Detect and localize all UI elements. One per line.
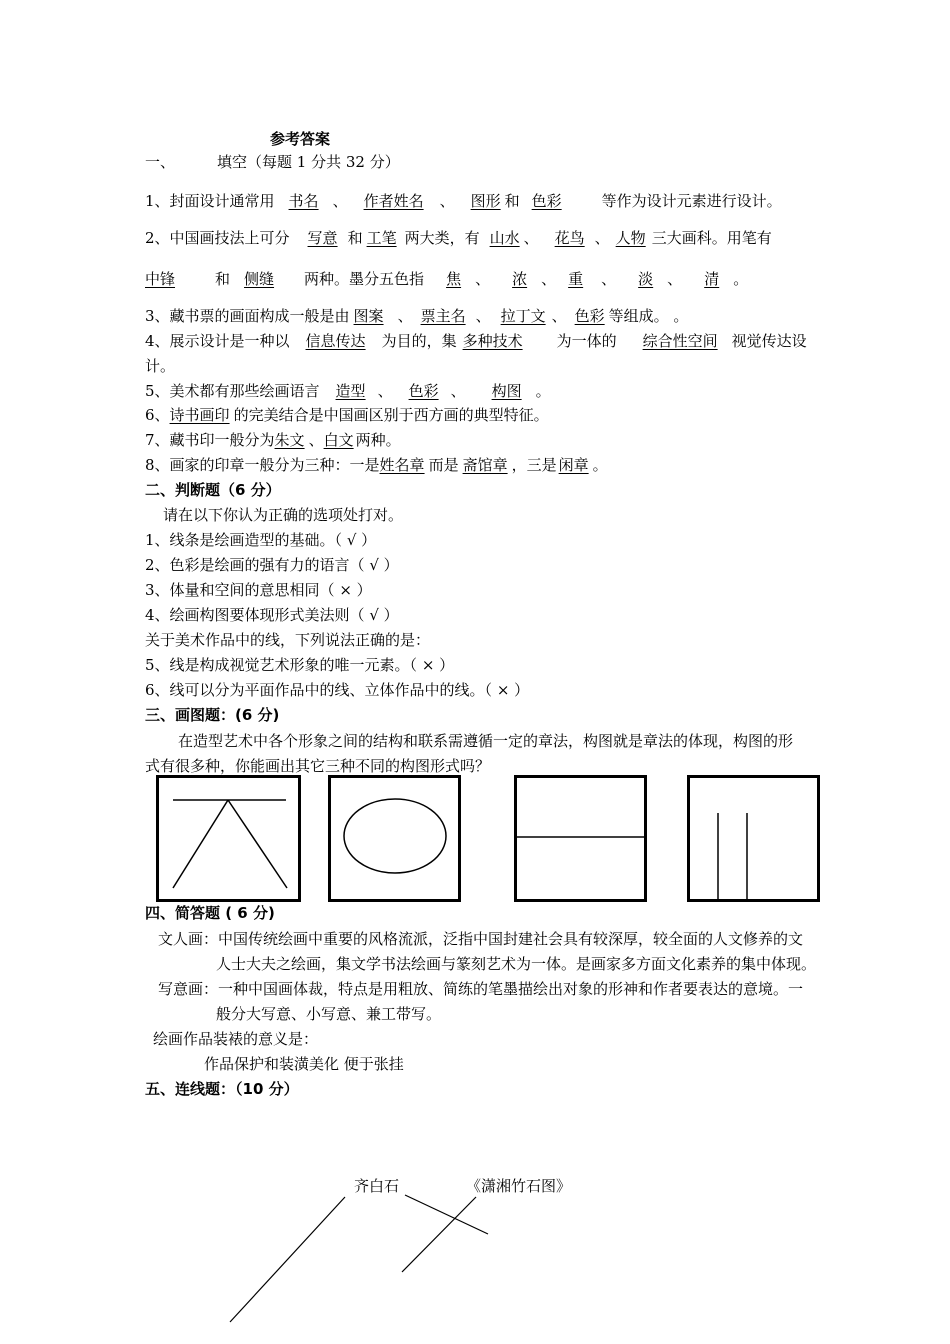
- judge-item-2: 2、色彩是绘画的强有力的语言（ √ ）: [145, 556, 399, 574]
- answer-mounting: 作品保护和装潢美化 便于张挂: [204, 1055, 404, 1073]
- judge-item-4: 4、绘画构图要体现形式美法则（ √ ）: [145, 606, 399, 624]
- judge-item-6: 6、线可以分为平面作品中的线、立体作品中的线。（ × ）: [145, 681, 530, 699]
- fill-q2-line1: 2、中国画技法上可分 写意 和 工笔 两大类，有 山水 、 花鸟 、 人物 三大画科。用笔有: [145, 229, 772, 247]
- answer-mounting-question: 绘画作品装裱的意义是：: [153, 1030, 319, 1048]
- section4-heading: 四、简答题 ( 6 分): [145, 904, 275, 922]
- section1-heading: 一、 填空（每题 1 分共 32 分）: [145, 153, 400, 171]
- match-right-painting: 《潇湘竹石图》: [466, 1177, 572, 1195]
- judge-intro: 请在以下你认为正确的选项处打对。: [163, 506, 404, 524]
- judge-item-3: 3、体量和空间的意思相同（ × ）: [145, 581, 372, 599]
- fill-q4-line1: 4、展示设计是一种以 信息传达 为目的，集 多种技术 为一体的 综合性空间 视觉传达设: [145, 332, 807, 350]
- fill-q3: 3、藏书票的画面构成一般是由 图案 、 票主名 、 拉丁文 、 色彩 等组成。 。: [145, 307, 689, 325]
- fill-q4-line2: 计。: [145, 357, 176, 375]
- section3-heading: 三、画图题：(6 分): [145, 706, 280, 724]
- judge-note: 关于美术作品中的线，下列说法正确的是：: [145, 631, 431, 649]
- fill-q2-line2: 中锋 和 侧缝 两种。墨分五色指 焦 、 浓 、 重 、 淡 、 清 。: [145, 270, 749, 288]
- answer-xieyihua-1: 写意画：一种中国画体裁，特点是用粗放、简练的笔墨描绘出对象的形神和作者要表达的意境。一: [158, 980, 804, 998]
- fill-q6: 6、诗书画印 的完美结合是中国画区别于西方画的典型特征。: [145, 406, 549, 424]
- fill-q1: 1、封面设计通常用 书名 、 作者姓名 、 图形 和 色彩 等作为设计元素进行设计。: [145, 192, 782, 210]
- section5-heading: 五、连线题：（10 分）: [145, 1080, 299, 1098]
- judge-item-1: 1、线条是绘画造型的基础。（ √ ）: [145, 531, 377, 549]
- fill-q5: 5、美术都有那些绘画语言 造型 、 色彩 、 构图 。: [145, 382, 551, 400]
- answer-wenrenhua-2: 人士大夫之绘画，集文学书法绘画与篆刻艺术为一体。是画家多方面文化素养的集中体现。: [216, 955, 817, 973]
- page-title: 参考答案: [270, 130, 331, 148]
- drawing-prompt-2: 式有很多种，你能画出其它三种不同的构图形式吗？: [145, 757, 491, 775]
- fill-q8: 8、画家的印章一般分为三种：一是姓名章 而是 斋馆章 ，三是 闲章 。: [145, 456, 608, 474]
- answer-xieyihua-2: 般分大写意、小写意、兼工带写。: [216, 1005, 442, 1023]
- judge-item-5: 5、线是构成视觉艺术形象的唯一元素。（ × ）: [145, 656, 455, 674]
- drawing-prompt-1: 在造型艺术中各个形象之间的结构和联系需遵循一定的章法，构图就是章法的体现，构图的形: [178, 732, 794, 750]
- match-left-artist: 齐白石: [354, 1177, 400, 1195]
- answer-wenrenhua-1: 文人画：中国传统绘画中重要的风格流派，泛指中国封建社会具有较深厚，较全面的人文修养的文: [158, 930, 804, 948]
- section2-heading: 二、判断题（6 分）: [145, 481, 281, 499]
- fill-q7: 7、藏书印一般分为朱文 、白文 两种。: [145, 431, 401, 449]
